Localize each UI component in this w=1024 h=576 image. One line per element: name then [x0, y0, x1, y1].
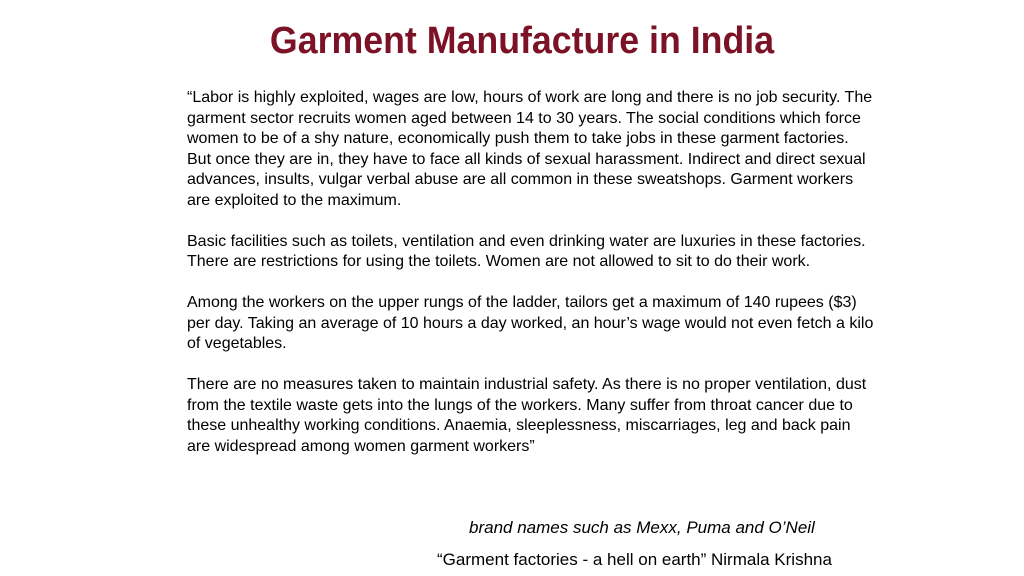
- quote-paragraph-wages: Among the workers on the upper rungs of the ladder, tailors get a maximum of 140 rupees ($3) per day. Taking an average of 10 hours a day worked, an hour’s wage would not even fetch a kilo of vegetables.: [187, 294, 874, 352]
- brands-note: brand names such as Mexx, Puma and O’Neil: [469, 518, 815, 537]
- quote-paragraph-labor: “Labor is highly exploited, wages are low, hours of work are long and there is no job security. The garment sector recruits women aged between 14 to 30 years. The social conditions which force women to be of a shy nature, economically push them to take jobs in these garment factories. But once they are in, they have to face all kinds of sexual harassment. Indirect and direct sexual advances, insults, vulgar verbal abuse are all common in these sweatshops. Garment workers are exploited to the maximum.: [187, 89, 873, 209]
- slide-title: Garment Manufacture in India: [269, 20, 775, 62]
- source-citation: “Garment factories - a hell on earth” Nirmala Krishna: [437, 550, 832, 569]
- quote-paragraph-safety: There are no measures taken to maintain industrial safety. As there is no proper ventilation, dust from the textile waste gets into the lungs of the workers. Many suffer from throat cancer due to these unhealthy working conditions. Anaemia, sleeplessness, miscarriages, leg and back pain are widespread among women garment workers”: [187, 376, 867, 455]
- quote-body: [187, 88, 877, 457]
- quote-paragraph-facilities: Basic facilities such as toilets, ventilation and even drinking water are luxuries in these factories. There are restrictions for using the toilets. Women are not allowed to sit to do their work.: [187, 232, 866, 270]
